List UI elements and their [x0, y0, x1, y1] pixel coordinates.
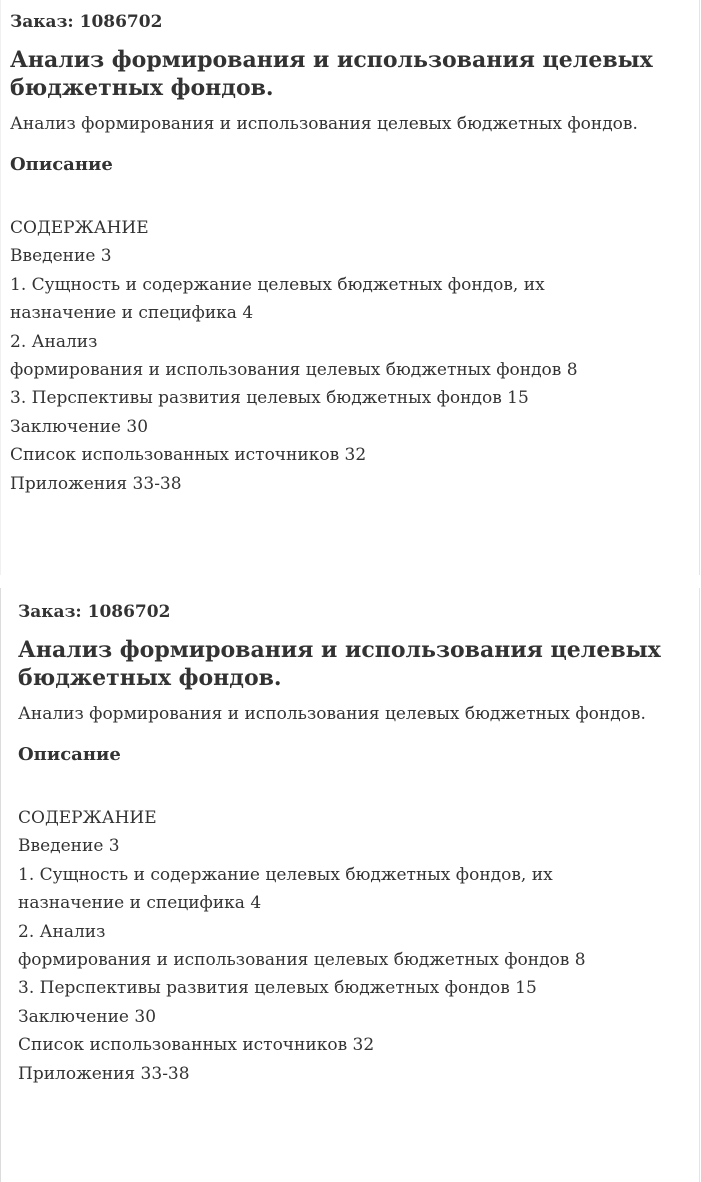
contents-line: 2. Анализ	[18, 921, 106, 942]
order-title: Анализ формирования и использования целевых бюджетных фондов.	[10, 47, 653, 101]
contents-line: 1. Сущность и содержание целевых бюджетных фондов, их	[18, 864, 553, 885]
contents-line: Введение 3	[18, 836, 120, 857]
order-number: Заказ: 1086702	[18, 602, 171, 622]
order-title: Анализ формирования и использования целевых бюджетных фондов.	[18, 637, 661, 691]
contents-line: 3. Перспективы развития целевых бюджетных фондов 15	[18, 978, 537, 999]
order-card-bottom	[0, 588, 700, 1182]
contents-line: назначение и специфика 4	[18, 893, 262, 914]
contents-line: формирования и использования целевых бюджетных фондов 8	[18, 950, 586, 971]
contents-heading: СОДЕРЖАНИЕ	[10, 218, 149, 238]
contents-line: Приложения 33-38	[18, 1063, 190, 1084]
order-subtitle: Анализ формирования и использования целевых бюджетных фондов.	[18, 704, 646, 724]
description-heading: Описание	[10, 154, 113, 175]
order-number: Заказ: 1086702	[10, 12, 163, 32]
contents-list	[18, 804, 698, 1088]
contents-line: Заключение 30	[18, 1006, 157, 1027]
contents-list	[10, 214, 690, 498]
contents-line: Список использованных источников 32	[18, 1035, 375, 1056]
description-heading: Описание	[18, 744, 121, 765]
contents-line: Введение 3	[10, 246, 112, 267]
contents-line: 1. Сущность и содержание целевых бюджетных фондов, их	[10, 274, 545, 295]
contents-heading: СОДЕРЖАНИЕ	[18, 808, 157, 828]
contents-line: Приложения 33-38	[10, 473, 182, 494]
order-subtitle: Анализ формирования и использования целевых бюджетных фондов.	[10, 114, 638, 134]
contents-line: 3. Перспективы развития целевых бюджетных фондов 15	[10, 388, 529, 409]
contents-line: Список использованных источников 32	[10, 445, 367, 466]
contents-line: 2. Анализ	[10, 331, 98, 352]
contents-line: Заключение 30	[10, 416, 149, 437]
order-card-top	[0, 0, 700, 575]
contents-line: назначение и специфика 4	[10, 303, 254, 324]
contents-line: формирования и использования целевых бюджетных фондов 8	[10, 360, 578, 381]
